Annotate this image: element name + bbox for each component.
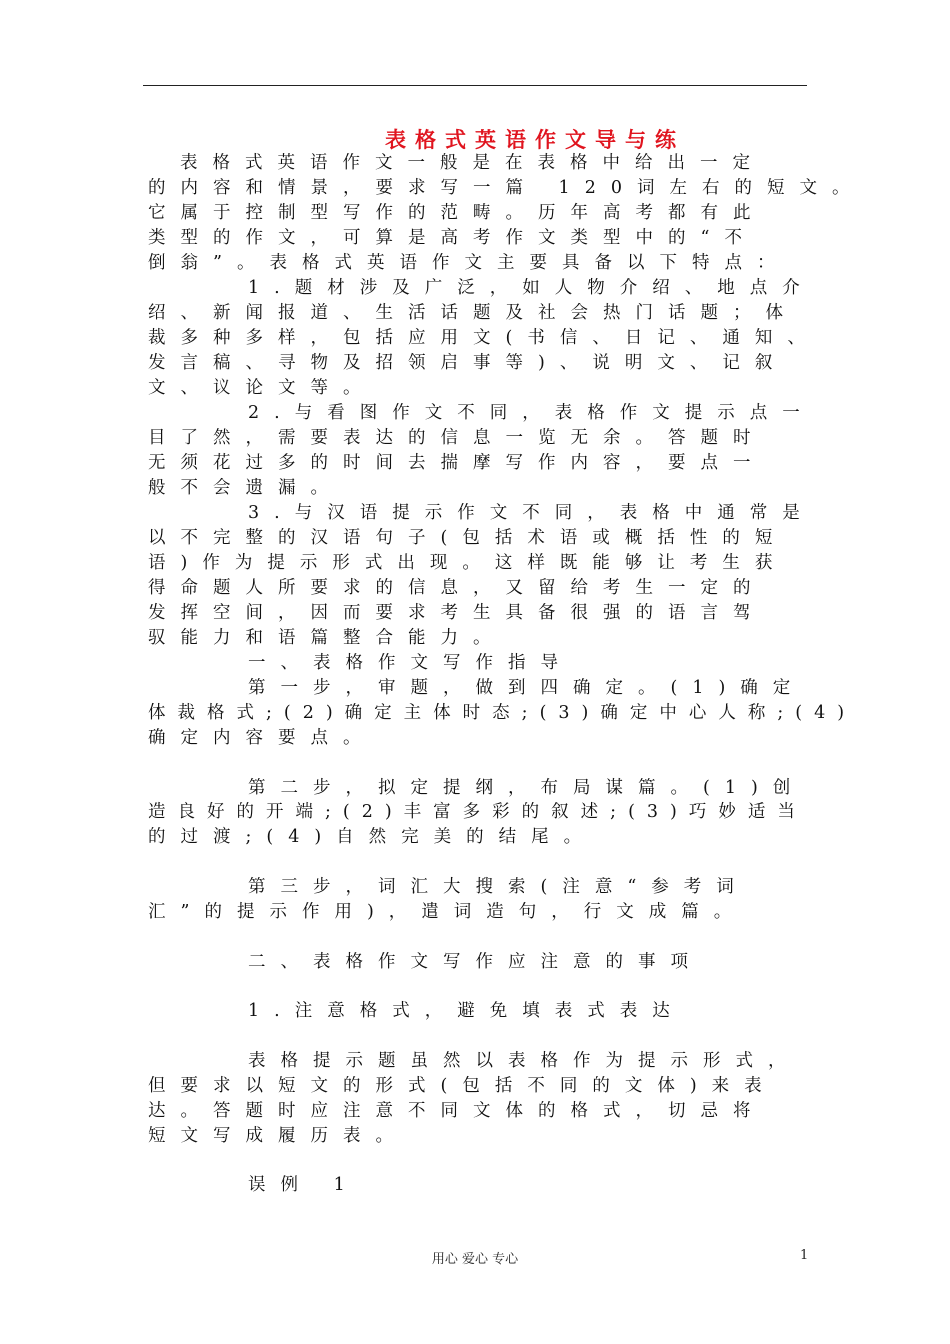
subheading: 1.注意格式，避免填表式表达: [248, 1001, 685, 1021]
para-line: 表格式英语作文一般是在表格中给出一定: [180, 153, 765, 173]
para-line: 确定内容要点。: [148, 728, 376, 748]
para-line: 语)作为提示形式出现。这样既能够让考生获: [148, 553, 788, 573]
para-line: 1.题材涉及广泛，如人物介绍、地点介: [248, 278, 815, 298]
para-line: 汇”的提示作用)，遣词造句，行文成篇。: [148, 902, 747, 922]
para-line: 文、议论文等。: [148, 378, 376, 398]
page-footer: 用心 爱心 专心: [431, 1252, 519, 1267]
para-line: 但要求以短文的形式(包括不同的文体)来表: [148, 1076, 777, 1096]
para-line: 第二步，拟定提纲，布局谋篇。(1)创: [248, 778, 806, 798]
para-line: 2.与看图作文不同，表格作文提示点一: [248, 403, 815, 423]
para-line: 第一步，审题，做到四确定。(1)确定: [248, 678, 806, 698]
para-line: 达。答题时应注意不同文体的格式，切忌将: [148, 1101, 766, 1121]
para-line: 无须花过多的时间去揣摩写作内容，要点一: [148, 453, 766, 473]
example-label: 误例 1: [248, 1175, 360, 1195]
para-line: 的内容和情景，要求写一篇 120词左右的短文。: [148, 178, 865, 198]
para-line: 造良好的开端;(2)丰富多彩的叙述;(3)巧妙适当: [148, 802, 807, 822]
para-line: 得命题人所要求的信息，又留给考生一定的: [148, 578, 766, 598]
para-line: 的过渡;(4)自然完美的结尾。: [148, 827, 597, 847]
para-line: 它属于控制型写作的范畴。历年高考都有此: [148, 203, 766, 223]
para-line: 短文写成履历表。: [148, 1126, 408, 1146]
para-line: 般不会遗漏。: [148, 478, 343, 498]
para-line: 体裁格式;(2)确定主体时态;(3)确定中心人称;(4): [148, 703, 857, 723]
para-line: 倒翁”。表格式英语作文主要具备以下特点：: [148, 253, 790, 273]
para-line: 第三步，词汇大搜索(注意“参考词: [248, 877, 749, 897]
para-line: 以不完整的汉语句子(包括术语或概括性的短: [148, 528, 788, 548]
para-line: 驭能力和语篇整合能力。: [148, 628, 506, 648]
section-heading: 二、表格作文写作应注意的事项: [248, 952, 703, 972]
para-line: 目了然，需要表达的信息一览无余。答题时: [148, 428, 766, 448]
para-line: 发言稿、寻物及招领启事等)、说明文、记叙: [148, 353, 788, 373]
page-number: 1: [800, 1248, 809, 1263]
para-line: 绍、新闻报道、生活话题及社会热门话题；体: [148, 303, 798, 323]
para-line: 3.与汉语提示作文不同，表格中通常是: [248, 503, 815, 523]
header-rule: [143, 85, 807, 86]
document-title: 表格式英语作文导与练: [385, 127, 685, 152]
para-line: 类型的作文，可算是高考作文类型中的“不: [148, 228, 757, 248]
para-line: 发挥空间，因而要求考生具备很强的语言驾: [148, 603, 766, 623]
para-line: 裁多种多样，包括应用文(书信、日记、通知、: [148, 328, 820, 348]
section-heading: 一、表格作文写作指导: [248, 653, 573, 673]
para-line: 表格提示题虽然以表格作为提示形式，: [248, 1051, 801, 1071]
